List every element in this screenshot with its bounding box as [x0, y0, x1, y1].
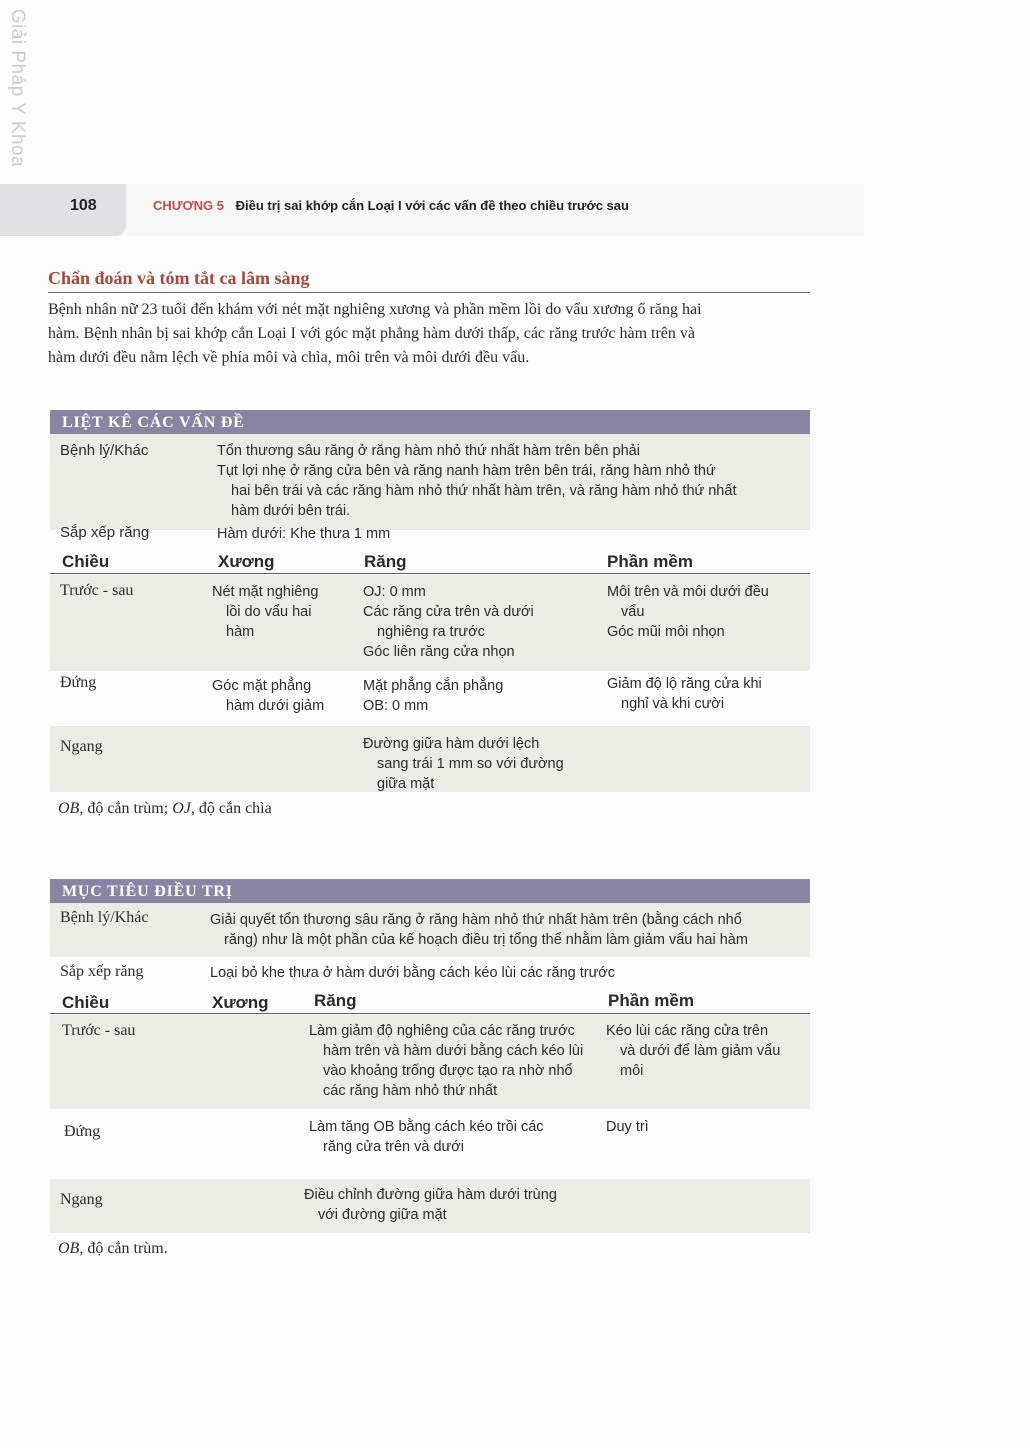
cell-line: giữa mặt	[377, 776, 435, 792]
row-dental	[309, 1117, 601, 1157]
col-header-skeletal: Xương	[218, 552, 275, 571]
alignment-label: Sắp xếp răng	[60, 524, 150, 541]
problem-list-title: LIỆT KÊ CÁC VẤN ĐỀ	[50, 410, 810, 434]
page-number-tab	[0, 184, 126, 236]
summary-line: hàm dưới đều nằm lệch về phía môi và chìa, môi trên và môi dưới đều vẩu.	[48, 349, 530, 366]
cell-line: Góc mũi môi nhọn	[607, 624, 725, 640]
problem-list-box	[50, 410, 810, 830]
cell-line: Góc mặt phẳng	[212, 678, 312, 694]
cell-line: các răng hàm nhỏ thứ nhất	[323, 1083, 498, 1099]
pathology-label: Bệnh lý/Khác	[60, 909, 149, 926]
header-rule	[50, 1013, 810, 1014]
row-skeletal	[212, 676, 352, 716]
row-soft-tissue	[607, 674, 807, 714]
footnote-definition: độ cắn chìa	[194, 800, 272, 817]
chapter-label: CHƯƠNG 5	[153, 198, 224, 213]
cell-line: vẩu	[621, 604, 645, 620]
cell-line: OB: 0 mm	[363, 698, 429, 714]
pathology-value	[210, 910, 810, 950]
col-header-soft-tissue: Phần mềm	[608, 991, 694, 1010]
treatment-goals-title: MỤC TIÊU ĐIỀU TRỊ	[50, 879, 810, 903]
cell-line: Môi trên và môi dưới đều	[607, 584, 769, 600]
cell-line: Giảm độ lộ răng cửa khi	[607, 676, 762, 692]
treatment-goals-box	[50, 879, 810, 1264]
row-soft-tissue	[607, 582, 807, 642]
cell-line: môi	[620, 1063, 644, 1079]
col-header-skeletal: Xương	[212, 993, 269, 1012]
row-dental	[363, 676, 598, 716]
cell-line: nghiêng ra trước	[377, 624, 485, 640]
pathology-value	[217, 441, 812, 521]
cell-line: Làm tăng OB bằng cách kéo trồi các	[309, 1119, 544, 1135]
col-header-dental: Răng	[314, 991, 357, 1010]
col-header-dimension: Chiều	[62, 993, 110, 1012]
summary-line: Bệnh nhân nữ 23 tuổi đến khám với nét mặt nghiêng xương và phần mềm lồi do vẩu xương ổ răng hai	[48, 301, 702, 318]
alignment-label: Sắp xếp răng	[60, 963, 144, 980]
cell-line: Đường giữa hàm dưới lệch	[363, 736, 540, 752]
footnote-abbreviation: OJ,	[172, 800, 195, 817]
footnote-abbreviation: OB,	[58, 1240, 84, 1257]
footnote-definition: độ cắn trùm.	[83, 1240, 168, 1257]
cell-line: Nét mặt nghiêng	[212, 584, 319, 600]
cell-line: Góc liên răng cửa nhọn	[363, 644, 515, 660]
pathology-line: hàm dưới bên trái.	[231, 503, 351, 519]
cell-line: Điều chỉnh đường giữa hàm dưới trùng	[304, 1187, 557, 1203]
row-dimension: Ngang	[60, 1191, 103, 1208]
chapter-title: Điều trị sai khớp cắn Loại I với các vấn đề theo chiều trước sau	[235, 198, 629, 213]
header-rule	[50, 573, 810, 574]
row-dimension: Trước - sau	[60, 582, 134, 599]
cell-line: OJ: 0 mm	[363, 584, 426, 600]
col-header-soft-tissue: Phần mềm	[607, 552, 693, 571]
pathology-line: răng) như là một phần của kế hoạch điều trị tổng thể nhằm làm giảm vẩu hai hàm	[224, 932, 748, 948]
watermark-text: Giải Pháp Y Khoa	[7, 8, 29, 168]
row-dimension: Trước - sau	[62, 1022, 136, 1039]
cell-line: Các răng cửa trên và dưới	[363, 604, 534, 620]
footnote-abbreviation: OB,	[58, 800, 84, 817]
row-dental	[309, 1021, 601, 1101]
pathology-line: hai bên trái và các răng hàm nhỏ thứ nhất hàm trên, và răng hàm nhỏ thứ nhất	[231, 483, 737, 499]
col-header-dental: Răng	[364, 552, 407, 571]
row-dimension: Ngang	[60, 738, 103, 755]
row-dimension: Đứng	[60, 674, 97, 691]
cell-line: Mặt phẳng cắn phẳng	[363, 678, 504, 694]
row-dental	[304, 1185, 604, 1225]
footnote-definition: độ cắn trùm;	[83, 800, 173, 817]
cell-line: Kéo lùi các răng cửa trên	[606, 1023, 769, 1039]
chapter-header	[153, 198, 629, 213]
cell-line: hàm dưới giảm	[226, 698, 325, 714]
case-summary	[48, 298, 814, 370]
table-footnote	[58, 1240, 168, 1258]
watermark	[0, 0, 34, 176]
cell-line: răng cửa trên và dưới	[323, 1139, 464, 1155]
cell-line: hàm	[226, 624, 255, 640]
cell-line: Duy trì	[606, 1119, 649, 1135]
row-skeletal	[212, 582, 352, 642]
pathology-line: Tụt lợi nhẹ ở răng cửa bên và răng nanh hàm trên bên trái, răng hàm nhỏ thứ	[217, 463, 716, 479]
cell-line: nghỉ và khi cười	[621, 696, 725, 712]
pathology-label: Bệnh lý/Khác	[60, 442, 149, 459]
summary-line: hàm. Bệnh nhân bị sai khớp cắn Loại I với góc mặt phẳng hàm dưới thấp, các răng trước hàm trên và	[48, 325, 695, 342]
cell-line: hàm trên và hàm dưới bằng cách kéo lùi	[323, 1043, 584, 1059]
table-footnote	[58, 800, 272, 818]
row-soft-tissue	[606, 1021, 810, 1081]
section-heading: Chẩn đoán và tóm tắt ca lâm sàng	[48, 268, 810, 293]
cell-line: sang trái 1 mm so với đường	[377, 756, 564, 772]
cell-line: lồi do vẩu hai	[226, 604, 312, 620]
col-header-dimension: Chiều	[62, 552, 110, 571]
row-soft-tissue	[606, 1117, 810, 1137]
cell-line: vào khoảng trống được tạo ra nhờ nhổ	[323, 1063, 573, 1079]
cell-line: Làm giảm độ nghiêng của các răng trước	[309, 1023, 575, 1039]
row-dental	[363, 734, 598, 794]
cell-line: với đường giữa mặt	[318, 1207, 447, 1223]
cell-line: và dưới để làm giảm vẩu	[620, 1043, 781, 1059]
alignment-value: Loại bỏ khe thưa ở hàm dưới bằng cách kéo lùi các răng trước	[210, 965, 616, 981]
pathology-line: Giải quyết tổn thương sâu răng ở răng hàm nhỏ thứ nhất hàm trên (bằng cách nhổ	[210, 912, 742, 928]
page-number: 108	[70, 197, 97, 214]
row-dental	[363, 582, 598, 662]
pathology-line: Tổn thương sâu răng ở răng hàm nhỏ thứ nhất hàm trên bên phải	[217, 443, 640, 459]
row-dimension: Đứng	[64, 1123, 101, 1140]
alignment-value: Hàm dưới: Khe thưa 1 mm	[217, 526, 391, 542]
